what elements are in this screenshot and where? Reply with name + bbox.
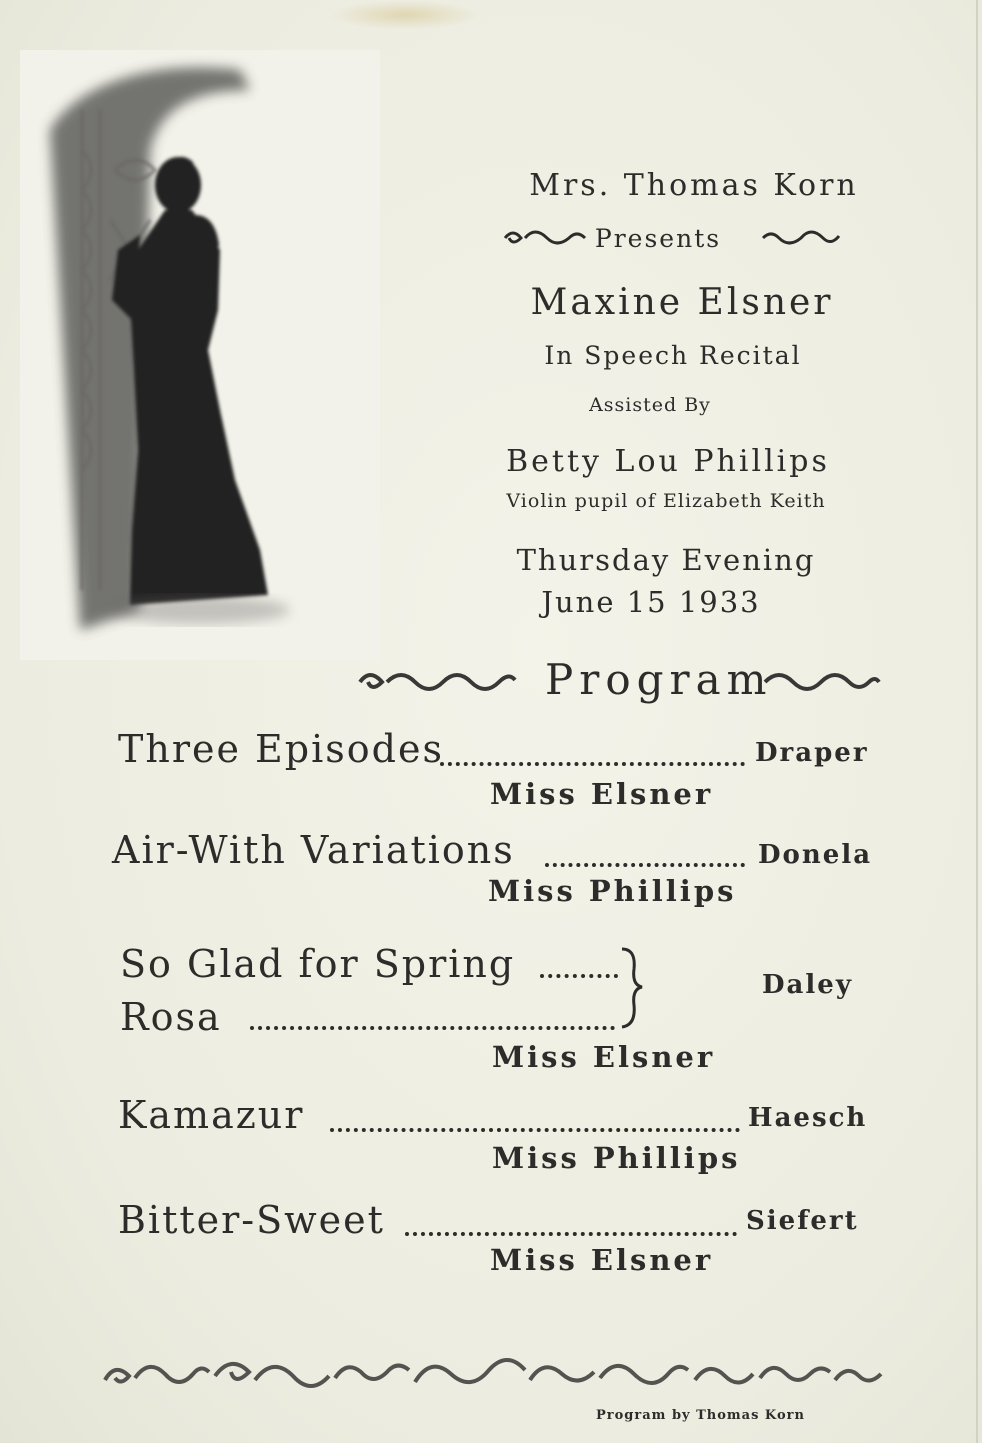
- leader-dots: [545, 859, 745, 867]
- program-item-composer: Donela: [758, 840, 873, 870]
- program-item-title: Three Episodes: [118, 727, 444, 771]
- program-item-composer: Daley: [762, 970, 853, 1000]
- assistant-note: Violin pupil of Elizabeth Keith: [506, 490, 826, 512]
- assistant-name: Betty Lou Phillips: [506, 444, 830, 479]
- presents-label: Presents: [594, 224, 722, 253]
- leader-dots: [250, 1022, 615, 1030]
- program-item-composer: Draper: [755, 738, 869, 768]
- program-title: Program: [545, 655, 773, 704]
- performer-name: Maxine Elsner: [530, 282, 834, 323]
- program-item-performer: Miss Elsner: [490, 777, 714, 811]
- program-item-performer: Miss Elsner: [490, 1243, 714, 1277]
- recital-label: In Speech Recital: [544, 341, 802, 370]
- program-item-composer: Haesch: [748, 1103, 868, 1133]
- brace-icon: [616, 945, 646, 1030]
- presenter-name: Mrs. Thomas Korn: [529, 168, 859, 203]
- program-credit: Program by Thomas Korn: [596, 1408, 805, 1423]
- program-item-title: Kamazur: [118, 1093, 305, 1137]
- program-item-title: Air-With Variations: [112, 828, 515, 872]
- leader-dots: [440, 758, 745, 766]
- left-flourish-icon: [500, 226, 590, 248]
- program-right-flourish-icon: [760, 666, 885, 696]
- program-item-performer: Miss Elsner: [492, 1040, 716, 1074]
- program-item-title: So Glad for Spring: [120, 942, 516, 986]
- silhouette-photo: [20, 50, 380, 660]
- right-flourish-icon: [758, 226, 848, 248]
- program-item-subtitle: Rosa: [120, 995, 222, 1039]
- event-date: June 15 1933: [541, 585, 761, 619]
- program-left-flourish-icon: [355, 666, 525, 696]
- paper-edge: [976, 0, 978, 1443]
- program-item-performer: Miss Phillips: [488, 874, 737, 908]
- leader-dots: [405, 1228, 737, 1236]
- leader-dots: [540, 970, 618, 978]
- assisted-label: Assisted By: [589, 394, 711, 416]
- bottom-ornament-icon: [100, 1350, 890, 1400]
- program-item-performer: Miss Phillips: [492, 1141, 741, 1175]
- paper-stain: [330, 0, 480, 30]
- leader-dots: [330, 1124, 740, 1132]
- program-item-composer: Siefert: [746, 1206, 859, 1236]
- event-day: Thursday Evening: [516, 543, 816, 577]
- program-item-title: Bitter-Sweet: [118, 1198, 385, 1242]
